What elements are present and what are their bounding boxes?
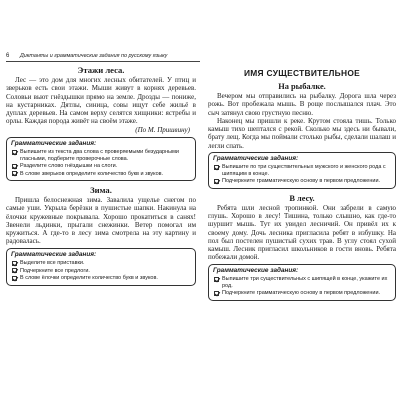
checkbox-icon [214, 291, 219, 296]
section-title-forest-floors: Этажи леса. [77, 65, 125, 75]
task-item [11, 275, 191, 282]
checkbox-icon [214, 277, 219, 282]
task-item [11, 171, 191, 178]
section-title-in-forest: В лесу. [289, 193, 315, 203]
grammar-tasks-box [208, 264, 396, 301]
right-column [208, 65, 396, 305]
task-item [213, 290, 391, 297]
checkbox-icon [214, 179, 219, 184]
task-item [213, 164, 391, 177]
left-column [6, 65, 196, 290]
task-text: Выпишите из текста два слова с проверяемыми безударными гласными, подберите проверочные слова. [20, 149, 179, 162]
task-item [11, 260, 191, 267]
grammar-tasks-box [6, 248, 196, 286]
task-item [11, 149, 191, 162]
task-text: Выделите все приставки. [20, 260, 85, 266]
text-fishing-2: Наконец мы пришли к реке. Крутом стояла тишь. Только камыш тихо шептался с рекой. Сколько мы здесь ни бывали, брату лещ. Когда мы поймали столько рыбы, сделали шалаш и легли спать. [208, 116, 396, 150]
running-header [6, 52, 200, 62]
section-title-fishing: На рыбалке. [278, 82, 326, 91]
checkbox-icon [12, 171, 17, 176]
text-forest-floors: Лес — это дом для многих лесных обитателей. У птиц и зверьков есть свои этажи. Мыши живут в корнях деревьев. Соловьи вьют гнёздышки прямо на земле. Дрозды — пониже, на кустарниках. Дятлы, синица, совы ищут себе жильё в дуплах деревьев. На самом верху селятся хищники: ястребы и орлы. Каждая порода живёт на своём этаже. [6, 76, 196, 126]
task-text: Выпишите три существительных с шипящей в конце, укажите их род. [222, 276, 388, 289]
task-text: В слове зверьков определите количество букв и звуков. [20, 170, 164, 177]
grammar-tasks-box [6, 137, 196, 182]
section-title-winter: Зима. [90, 185, 112, 195]
task-item [11, 268, 191, 275]
header-title: Диктанты и грамматические задания по русскому языку [20, 53, 168, 59]
chapter-title: ИМЯ СУЩЕСТВИТЕЛЬНОЕ [243, 68, 361, 78]
grammar-tasks-title: Грамматические задания: [11, 139, 97, 147]
checkbox-icon [214, 165, 219, 170]
grammar-tasks-title: Грамматические задания: [213, 266, 299, 274]
author-attribution: (По М. Пришвину) [135, 125, 190, 134]
task-text: Подчеркните грамматическую основу в первом предложении. [222, 290, 381, 296]
task-text: Подчеркните все предлоги. [20, 267, 90, 274]
checkbox-icon [12, 268, 17, 273]
grammar-tasks-title: Грамматические задания: [11, 250, 97, 258]
text-fishing-1: Вечером мы отправились на рыбалку. Дорога шла через рожь. Вот пробежала мышь. В роще послышался плач. Это сыч затянул свою грустную песню. [208, 92, 396, 117]
page-number: 6 [6, 53, 10, 59]
checkbox-icon [12, 261, 17, 266]
task-text: Выпишите по три существительных мужского и женского рода с шипящим в конце. [222, 164, 386, 177]
text-in-forest: Ребята шли лесной тропинкой. Они забрели в самую глушь. Хорошо в лесу! Тишина, только слышно, как где-то шуршит мышь. Тут их увидел лесничий. Он привёл их к своему дому. Дочь лесника пригласила ребят в избушку. На пол был постелен пушистый сухих трав. В углу стоял сухой камыш. Лесник пригласил школьников в гости вновь. Ребята побежали домой. [208, 203, 396, 262]
task-text: В слове ёлочки определите количество букв и звуков. [20, 275, 158, 281]
book-page [0, 52, 400, 352]
checkbox-icon [12, 276, 17, 281]
grammar-tasks-title: Грамматические задания: [213, 154, 299, 162]
checkbox-icon [12, 150, 17, 155]
checkbox-icon [12, 164, 17, 169]
task-item [213, 178, 391, 185]
task-item [213, 276, 391, 289]
task-item [11, 163, 191, 170]
grammar-tasks-box [208, 152, 396, 189]
text-winter: Пришла белоснежная зима. Завалила ущелье снегом по самые уши. Укрыла берёзки в пушистые шапки. Накинула на ёлочки кружевные покрывала. Хорошо прокатиться в санях! Звенели льдинки, прыгали снежинки. Ветер помогал им кружиться. А где-то в лесу зима смотрела на эту картину и радовалась. [6, 196, 196, 246]
task-text: Разделите слово гнёздышки на слоги. [20, 163, 118, 169]
task-text: Подчеркните грамматическую основу в первом предложении. [222, 178, 381, 185]
